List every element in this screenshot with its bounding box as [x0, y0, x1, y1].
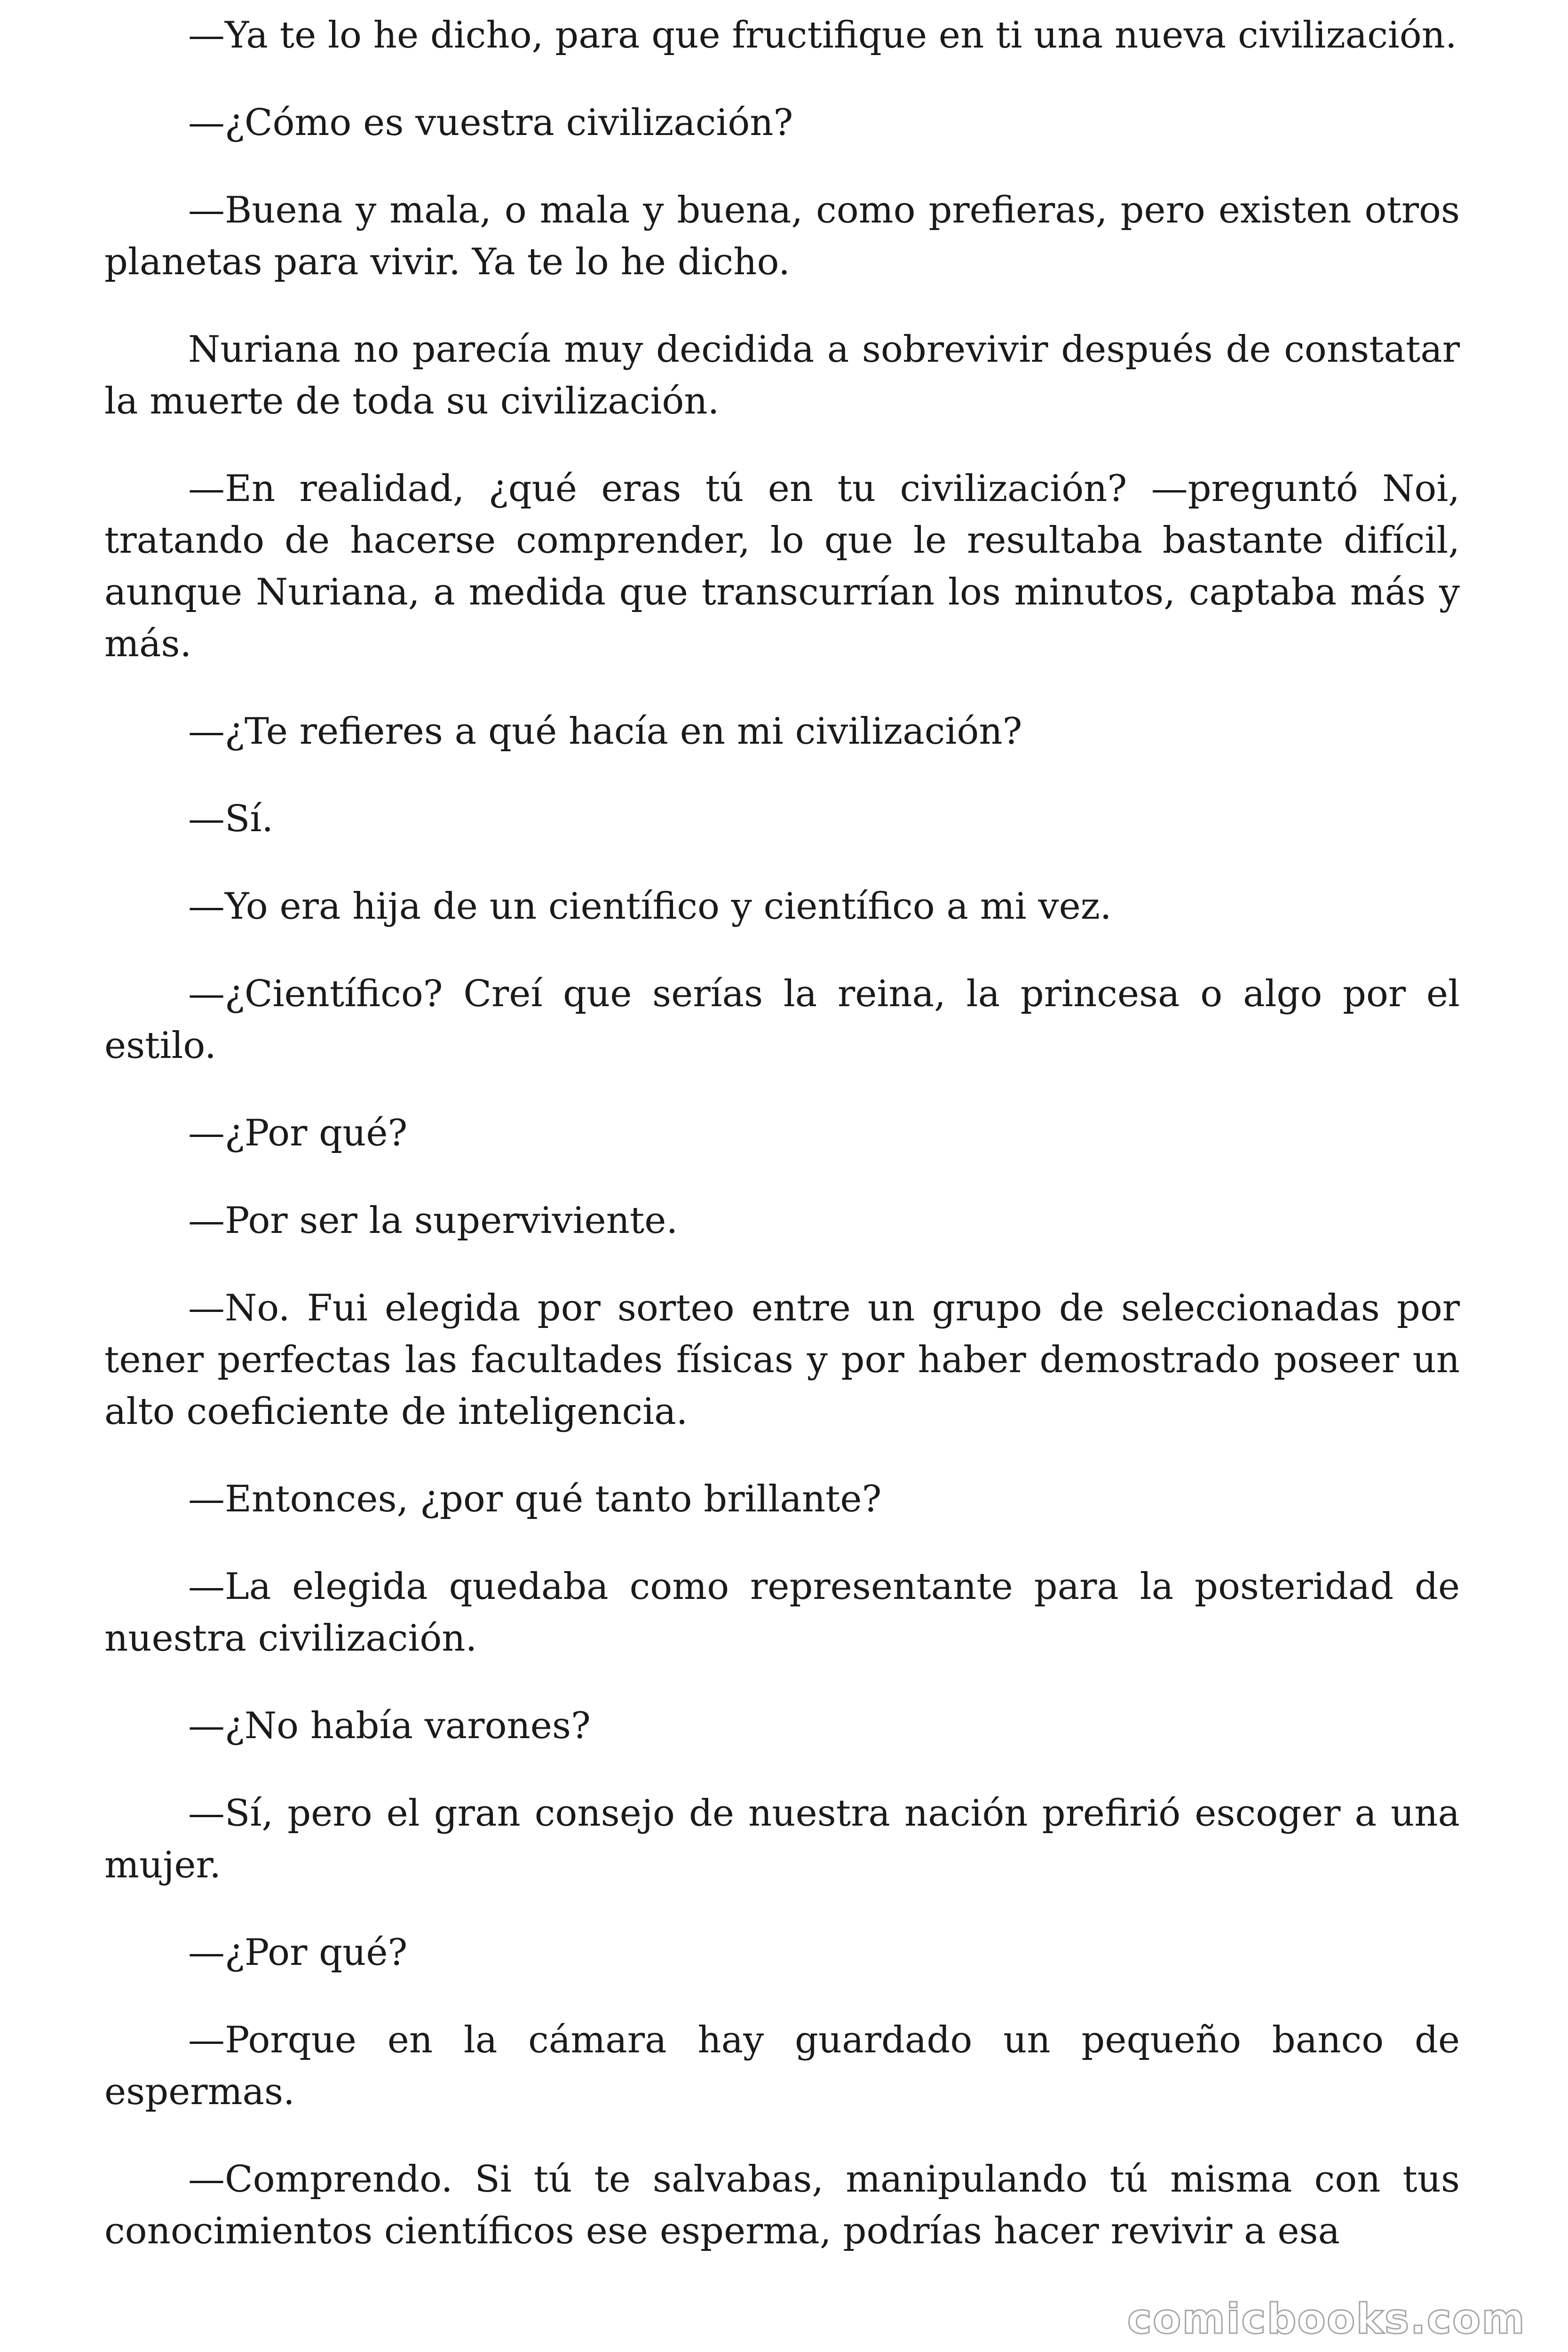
paragraph-19: —Comprendo. Si tú te salvabas, manipulando tú misma con tus conocimientos científicos ese esperma, podrías hacer revivir a esa	[104, 2158, 1460, 2252]
paragraph-6: —¿Te refieres a qué hacía en mi civilización?	[188, 710, 1022, 753]
paragraph-4: Nuriana no parecía muy decidida a sobrevivir después de constatar la muerte de toda su civilización.	[104, 328, 1460, 422]
paragraph-15: —¿No había varones?	[188, 1705, 591, 1747]
paragraph-13: —Entonces, ¿por qué tanto brillante?	[188, 1478, 882, 1520]
paragraph-5: —En realidad, ¿qué eras tú en tu civilización? —preguntó Noi, tratando de hacerse comprender, lo que le resultaba bastante difícil, aunque Nuriana, a medida que transcurrían los minutos, captaba más y más.	[104, 468, 1460, 665]
paragraph-7: —Sí.	[188, 798, 274, 840]
paragraph-1: —Ya te lo he dicho, para que fructifique en ti una nueva civilización.	[188, 14, 1457, 56]
book-page	[104, 9, 1460, 2257]
paragraph-9: —¿Científico? Creí que serías la reina, la princesa o algo por el estilo.	[104, 973, 1460, 1067]
paragraph-10: —¿Por qué?	[188, 1112, 408, 1154]
paragraph-3: —Buena y mala, o mala y buena, como prefieras, pero existen otros planetas para vivir. Ya te lo he dicho.	[104, 189, 1460, 283]
paragraph-12: —No. Fui elegida por sorteo entre un grupo de seleccionadas por tener perfectas las facultades físicas y por haber demostrado poseer un alto coeficiente de inteligencia.	[104, 1287, 1460, 1433]
paragraph-16: —Sí, pero el gran consejo de nuestra nación prefirió escoger a una mujer.	[104, 1792, 1460, 1886]
paragraph-18: —Porque en la cámara hay guardado un pequeño banco de espermas.	[104, 2019, 1460, 2113]
paragraph-2: —¿Cómo es vuestra civilización?	[188, 102, 793, 144]
paragraph-8: —Yo era hija de un científico y científico a mi vez.	[188, 885, 1112, 928]
watermark: comicbooks.com	[1127, 2295, 1526, 2343]
paragraph-11: —Por ser la superviviente.	[188, 1200, 678, 1242]
paragraph-17: —¿Por qué?	[188, 1931, 408, 1974]
paragraph-14: —La elegida quedaba como representante para la posteridad de nuestra civilización.	[104, 1565, 1460, 1660]
